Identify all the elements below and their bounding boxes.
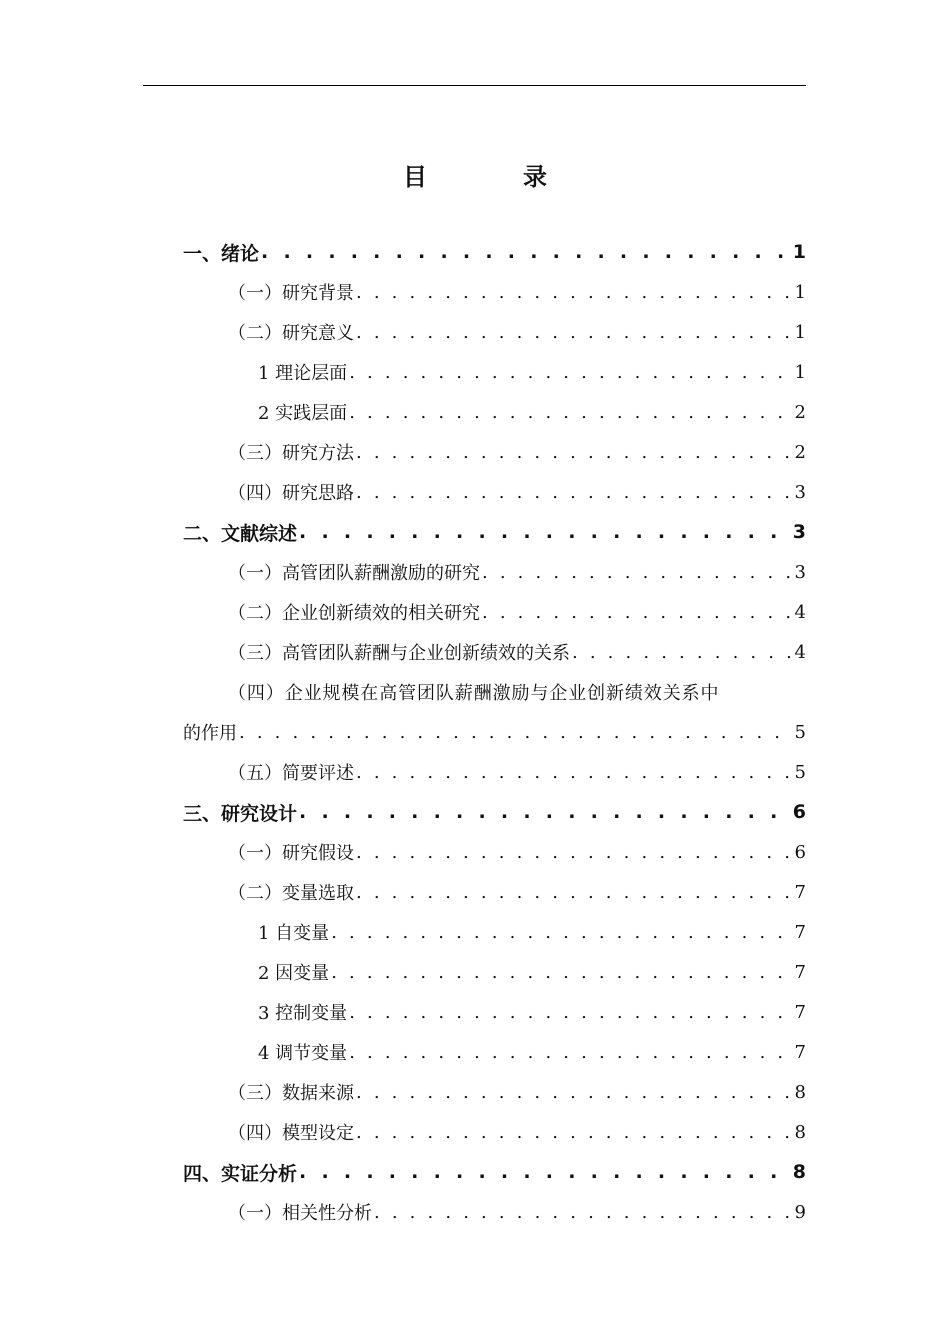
dot-leader (349, 1042, 792, 1063)
toc-entry-page: 3 (792, 521, 806, 543)
toc-entry-page: 8 (794, 1081, 806, 1103)
toc-entry[interactable] (183, 952, 806, 992)
toc-entry-label: 四、实证分析 (183, 1162, 298, 1185)
toc-entry[interactable] (183, 752, 806, 792)
toc-entry[interactable] (183, 1032, 806, 1072)
dot-leader (349, 402, 792, 423)
toc-entry-page: 7 (794, 1041, 806, 1063)
dot-leader (356, 1082, 793, 1103)
toc-entry-page: 1 (792, 241, 806, 263)
dot-leader (356, 322, 793, 343)
toc-entry-label: 1 理论层面 (258, 363, 348, 384)
dot-leader (331, 962, 792, 983)
toc-entry[interactable] (183, 832, 806, 872)
toc-entry[interactable] (183, 312, 806, 352)
dot-leader (482, 562, 793, 583)
toc-entry[interactable] (183, 392, 806, 432)
toc-entry-label: 2 因变量 (258, 963, 330, 984)
dot-leader (299, 521, 791, 543)
dot-leader (356, 762, 793, 783)
toc-entry-label: 3 控制变量 (258, 1003, 348, 1024)
toc-entry-label: 4 调节变量 (258, 1043, 348, 1064)
toc-entry[interactable] (183, 992, 806, 1032)
toc-entry-page: 1 (794, 361, 806, 383)
toc-entry-label: （一）相关性分析 (228, 1203, 372, 1224)
toc-entry[interactable] (183, 712, 806, 752)
toc-entry[interactable] (183, 232, 806, 272)
toc-entry-label: （三）高管团队薪酬与企业创新绩效的关系 (228, 643, 570, 664)
toc-entry-wrapped-line[interactable] (183, 672, 806, 712)
toc-entry-label: （一）研究假设 (228, 843, 354, 864)
dot-leader (356, 442, 793, 463)
toc-entry-label: （四）研究思路 (228, 483, 354, 504)
toc-entry-label: （四）企业规模在高管团队薪酬激励与企业创新绩效关系中 (228, 683, 720, 704)
toc-entry[interactable] (183, 1112, 806, 1152)
dot-leader (482, 602, 793, 623)
dot-leader (331, 922, 792, 943)
toc-entry-page: 1 (794, 321, 806, 343)
toc-entry-page: 5 (794, 721, 806, 743)
toc-entry-label: （三）数据来源 (228, 1083, 354, 1104)
toc-entry-label: （三）研究方法 (228, 443, 354, 464)
toc-entry-page: 2 (794, 401, 806, 423)
toc-entry-label: 一、绪论 (183, 242, 260, 265)
toc-entry-page: 7 (794, 881, 806, 903)
toc-entry-page: 4 (794, 641, 806, 663)
dot-leader (239, 722, 793, 743)
header-rule (143, 85, 806, 86)
toc-entry[interactable] (183, 512, 806, 552)
toc-entry[interactable] (183, 352, 806, 392)
toc-entry[interactable] (183, 632, 806, 672)
toc-entry[interactable] (183, 1072, 806, 1112)
toc-entry[interactable] (183, 912, 806, 952)
toc-entry[interactable] (183, 1192, 806, 1232)
dot-leader (356, 882, 793, 903)
toc-entry-label: 的作用 (183, 723, 237, 744)
toc-entry-label: （二）研究意义 (228, 323, 354, 344)
toc-entry-label: 1 自变量 (258, 923, 330, 944)
toc-entry-label: （四）模型设定 (228, 1123, 354, 1144)
toc-entry-label: 三、研究设计 (183, 802, 298, 825)
page-title: 目 录 (403, 163, 583, 191)
toc-entry[interactable] (183, 872, 806, 912)
toc-entry-page: 3 (794, 481, 806, 503)
dot-leader (356, 842, 793, 863)
toc-entry[interactable] (183, 272, 806, 312)
toc-entry-page: 6 (792, 801, 806, 823)
dot-leader (572, 642, 793, 663)
toc-entry[interactable] (183, 592, 806, 632)
toc-entry-label: （二）企业创新绩效的相关研究 (228, 603, 480, 624)
toc-entry-page: 8 (792, 1161, 806, 1183)
dot-leader (349, 362, 792, 383)
dot-leader (356, 282, 793, 303)
toc-entry-label: （五）简要评述 (228, 763, 354, 784)
toc-entry-page: 1 (794, 281, 806, 303)
toc-entry-label: （二）变量选取 (228, 883, 354, 904)
table-of-contents (183, 232, 806, 1232)
toc-entry-label: （一）高管团队薪酬激励的研究 (228, 563, 480, 584)
toc-entry-page: 7 (794, 1001, 806, 1023)
toc-entry-label: 2 实践层面 (258, 403, 348, 424)
toc-entry-page: 4 (794, 601, 806, 623)
dot-leader (374, 1202, 793, 1223)
toc-entry-label: 二、文献综述 (183, 522, 298, 545)
toc-entry[interactable] (183, 552, 806, 592)
toc-entry-label: （一）研究背景 (228, 283, 354, 304)
toc-entry[interactable] (183, 432, 806, 472)
dot-leader (356, 482, 793, 503)
toc-entry-page: 6 (794, 841, 806, 863)
toc-entry-page: 9 (794, 1201, 806, 1223)
toc-entry-page: 2 (794, 441, 806, 463)
dot-leader (299, 1161, 791, 1183)
toc-entry[interactable] (183, 1152, 806, 1192)
toc-entry-page: 7 (794, 961, 806, 983)
toc-entry-page: 3 (794, 561, 806, 583)
toc-entry[interactable] (183, 472, 806, 512)
toc-entry-page: 8 (794, 1121, 806, 1143)
dot-leader (299, 801, 791, 823)
toc-entry[interactable] (183, 792, 806, 832)
toc-entry-page: 5 (794, 761, 806, 783)
dot-leader (349, 1002, 792, 1023)
dot-leader (356, 1122, 793, 1143)
toc-entry-page: 7 (794, 921, 806, 943)
dot-leader (261, 241, 791, 263)
